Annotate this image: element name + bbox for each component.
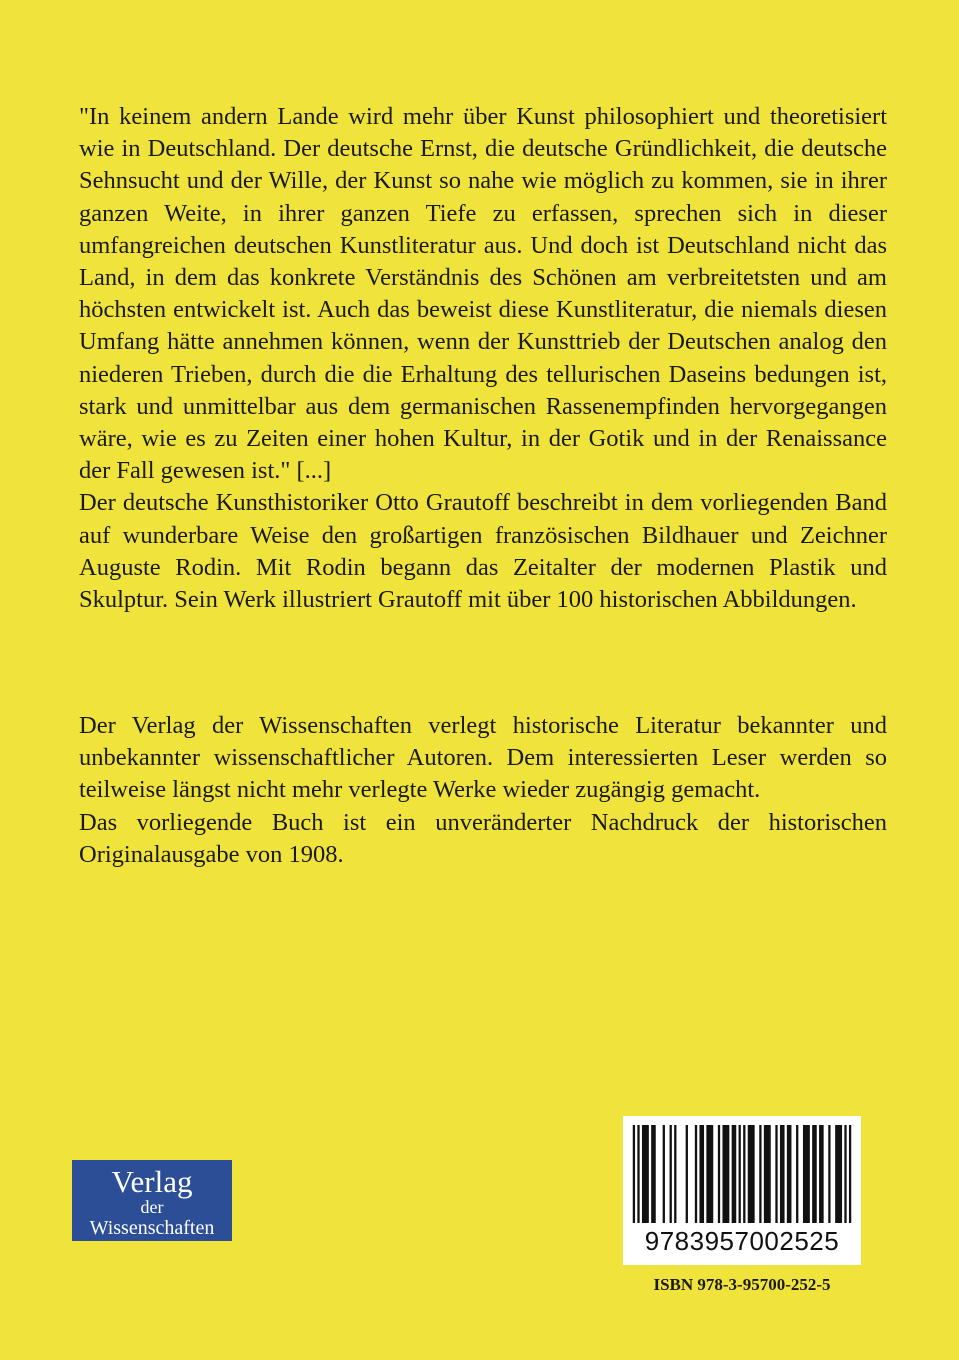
barcode-bar [759, 1125, 761, 1223]
blurb-text [79, 101, 887, 616]
barcode-bar [828, 1125, 830, 1223]
logo-line-verlag: Verlag [111, 1164, 193, 1199]
barcode-bar [748, 1125, 755, 1223]
logo-line-wissenschaften: Wissenschaften [89, 1217, 215, 1239]
barcode-bar [670, 1125, 672, 1223]
barcode-bar [780, 1125, 785, 1223]
barcode-bar [706, 1125, 713, 1223]
barcode-bar [699, 1125, 704, 1223]
quote-paragraph: "In keinem andern Lande wird mehr über Kunst philosophiert und theoretisiert wie in Deutschland. Der deutsche Ernst, die deutsche Gründlichkeit, die deutsche Sehnsucht und der Wille, der Kunst so nahe wie möglich zu kommen, sie in ihrer ganzen Weite, in ihrer ganzen Tiefe zu erfassen, sprechen sich in dieser umfangreichen deutschen Kunstliteratur aus. Und doch ist Deutschland nicht das Land, in dem das konkrete Verständnis des Schönen am verbreitetsten und am höchsten entwickelt ist. Auch das beweist diese Kunstliteratur, die niemals diesen Umfang hätte annehmen können, wenn der Kunsttrieb der Deutschen analog den niederen Trieben, durch die die Erhaltung des tellurischen Daseins bedungen ist, stark und unmittelbar aus dem germanischen Rassenempfinden hervorgegangen wäre, wie es zu Zeiten einer hohen Kultur, in der Gotik und in der Renaissance der Fall gewesen ist." [...] [79, 103, 887, 485]
barcode-digits: 9783957002525 [644, 1226, 840, 1256]
barcode-bar [835, 1125, 842, 1223]
barcode-bar [739, 1125, 741, 1223]
barcode-bar [718, 1125, 720, 1223]
barcode-bar [674, 1125, 676, 1223]
description-paragraph: Der deutsche Kunsthistoriker Otto Grautoff beschreibt in dem vorliegenden Band auf wunderbare Weise den großartigen französischen Bildhauer und Zeichner Auguste Rodin. Mit Rodin begann das Zeitalter der modernen Plastik und Skulptur. Sein Werk illustriert Grautoff mit über 100 historischen Abbildungen. [79, 489, 887, 614]
barcode-bar [686, 1125, 688, 1223]
publisher-text [79, 710, 887, 871]
barcode-bar [812, 1125, 817, 1223]
barcode-bar [637, 1125, 639, 1223]
reprint-note-paragraph: Das vorliegende Buch ist ein unveränderter Nachdruck der historischen Originalausgabe von 1908. [79, 808, 887, 868]
barcode-bar [764, 1125, 771, 1223]
barcode-bar [787, 1125, 792, 1223]
barcode-bar [695, 1125, 697, 1223]
barcode-bar [743, 1125, 745, 1223]
barcode-bar [796, 1125, 798, 1223]
barcode-bar [844, 1125, 846, 1223]
logo-line-der: der [140, 1197, 164, 1217]
isbn-label: ISBN 978-3-95700-252-5 [653, 1275, 831, 1294]
barcode-bar [819, 1125, 824, 1223]
barcode-bar [651, 1125, 656, 1223]
publisher-about-paragraph: Der Verlag der Wissenschaften verlegt historische Literatur bekannter und unbekannter wissenschaftlicher Autoren. Dem interessierten Leser werden so teilweise längst nicht mehr verlegte Werke wieder zugängig gemacht. [79, 712, 887, 804]
barcode-bar [633, 1125, 635, 1223]
barcode [623, 1116, 861, 1265]
barcode-bar [849, 1125, 851, 1223]
barcode-bar [722, 1125, 729, 1223]
barcode-bar [803, 1125, 810, 1223]
barcode-bar [732, 1125, 737, 1223]
barcode-bar [642, 1125, 649, 1223]
barcode-bar [663, 1125, 665, 1223]
barcode-bar [775, 1125, 777, 1223]
publisher-logo [72, 1160, 232, 1241]
